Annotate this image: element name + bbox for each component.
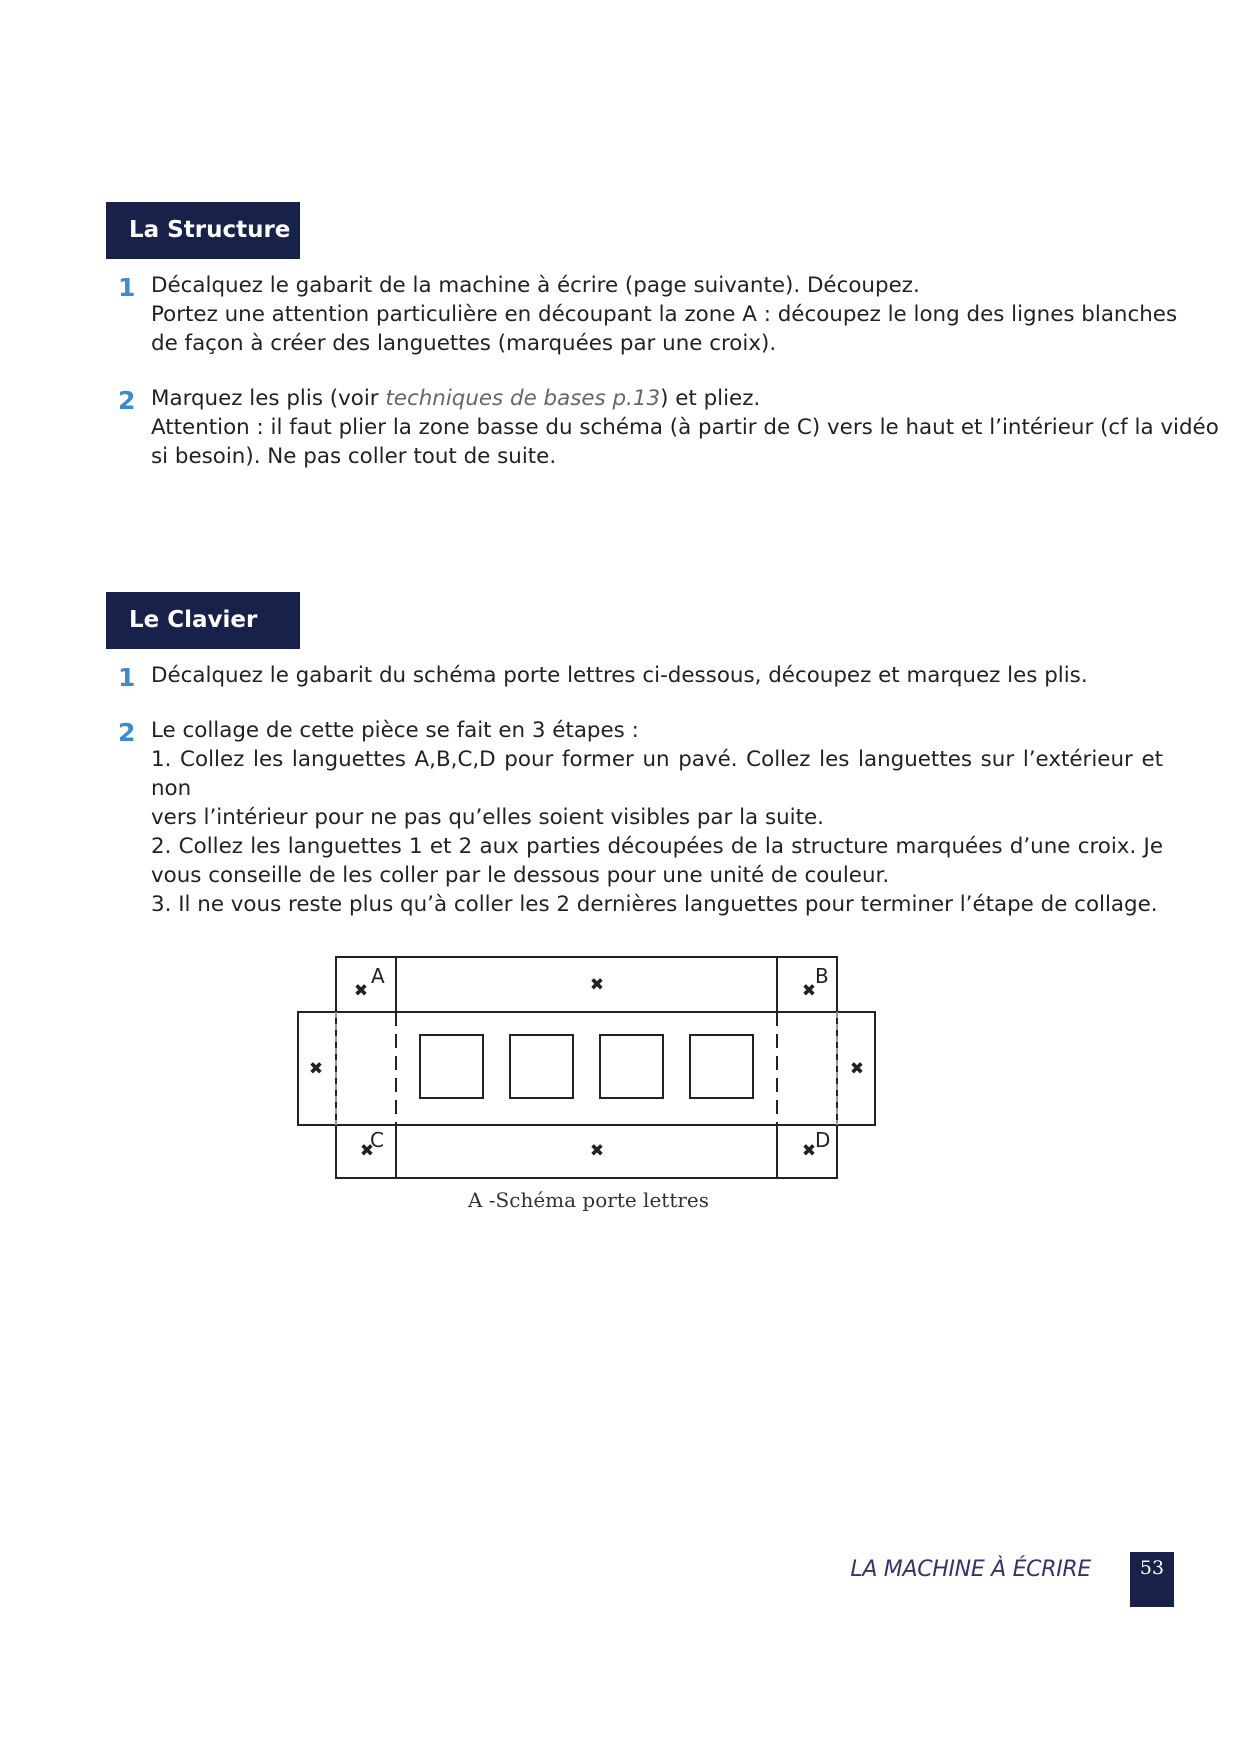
fold-lines <box>336 1012 837 1125</box>
step-text-line: 1. Collez les languettes A,B,C,D pour former un pavé. Collez les languettes sur l’extérieur et non <box>151 747 1163 801</box>
cross-mark: ✖ <box>801 1141 817 1161</box>
cross-mark: ✖ <box>359 1141 375 1161</box>
section-heading-clavier: Le Clavier <box>106 592 300 649</box>
flap-2 <box>396 1125 777 1178</box>
step-text-line: si besoin). Ne pas coller tout de suite. <box>151 444 557 469</box>
step-text-part: ) et pliez. <box>660 386 761 411</box>
cross-mark: ✖ <box>589 1141 605 1161</box>
footer-chapter-title: LA MACHINE À ÉCRIRE <box>850 1557 1091 1582</box>
page-reference: techniques de bases p.13 <box>385 386 661 411</box>
page-number: 53 <box>1130 1552 1174 1607</box>
clavier-step-2 <box>118 716 1163 919</box>
cross-mark: ✖ <box>308 1059 324 1079</box>
key-window-2 <box>510 1035 573 1098</box>
cut-guides <box>336 1012 837 1125</box>
step-text-line: Attention : il faut plier la zone basse du schéma (à partir de C) vers le haut et l’intérieur (cf la vidéo <box>151 415 1219 440</box>
clavier-step-1 <box>118 661 1163 690</box>
structure-step-1 <box>118 271 1178 358</box>
key-window-3 <box>600 1035 663 1098</box>
step-text-line: vous conseille de les coller par le dessous pour une unité de couleur. <box>151 863 890 888</box>
caption-text: A -Schéma porte lettres <box>467 1188 710 1212</box>
step-text-line: Portez une attention particulière en découpant la zone A : découpez le long des lignes blanches <box>151 302 1178 327</box>
step-number: 1 <box>118 663 136 692</box>
letter-holder-template-diagram <box>295 955 895 1190</box>
step-text-line: 3. Il ne vous reste plus qu’à coller les 2 dernières languettes pour terminer l’étape de collage. <box>151 892 1158 917</box>
key-window-1 <box>420 1035 483 1098</box>
label-c: C <box>370 1128 384 1152</box>
step-text-line <box>151 384 1163 413</box>
diagram-caption <box>0 1188 1241 1212</box>
step-number: 2 <box>118 386 136 415</box>
label-d: D <box>815 1128 831 1152</box>
cross-mark: ✖ <box>353 981 369 1001</box>
step-text-line: 2. Collez les languettes 1 et 2 aux parties découpées de la structure marquées d’une croix. Je <box>151 834 1163 859</box>
label-b: B <box>815 964 829 988</box>
cross-mark: ✖ <box>801 981 817 1001</box>
step-text-line: Décalquez le gabarit du schéma porte lettres ci-dessous, découpez et marquez les plis. <box>151 663 1088 688</box>
structure-step-2 <box>118 384 1219 471</box>
cross-mark: ✖ <box>849 1059 865 1079</box>
step-text-line: de façon à créer des languettes (marquées par une croix). <box>151 331 777 356</box>
step-text-line: Le collage de cette pièce se fait en 3 étapes : <box>151 718 639 743</box>
step-number: 2 <box>118 718 136 747</box>
step-text-line: Décalquez le gabarit de la machine à écrire (page suivante). Découpez. <box>151 273 920 298</box>
step-number: 1 <box>118 273 136 302</box>
step-text-part: Marquez les plis (voir <box>151 386 386 411</box>
key-window-4 <box>690 1035 753 1098</box>
step-text-line: vers l’intérieur pour ne pas qu’elles soient visibles par la suite. <box>151 805 824 830</box>
label-a: A <box>371 964 385 988</box>
section-heading-structure: La Structure <box>106 202 300 259</box>
cross-mark: ✖ <box>589 975 605 995</box>
flap-1 <box>396 957 777 1012</box>
